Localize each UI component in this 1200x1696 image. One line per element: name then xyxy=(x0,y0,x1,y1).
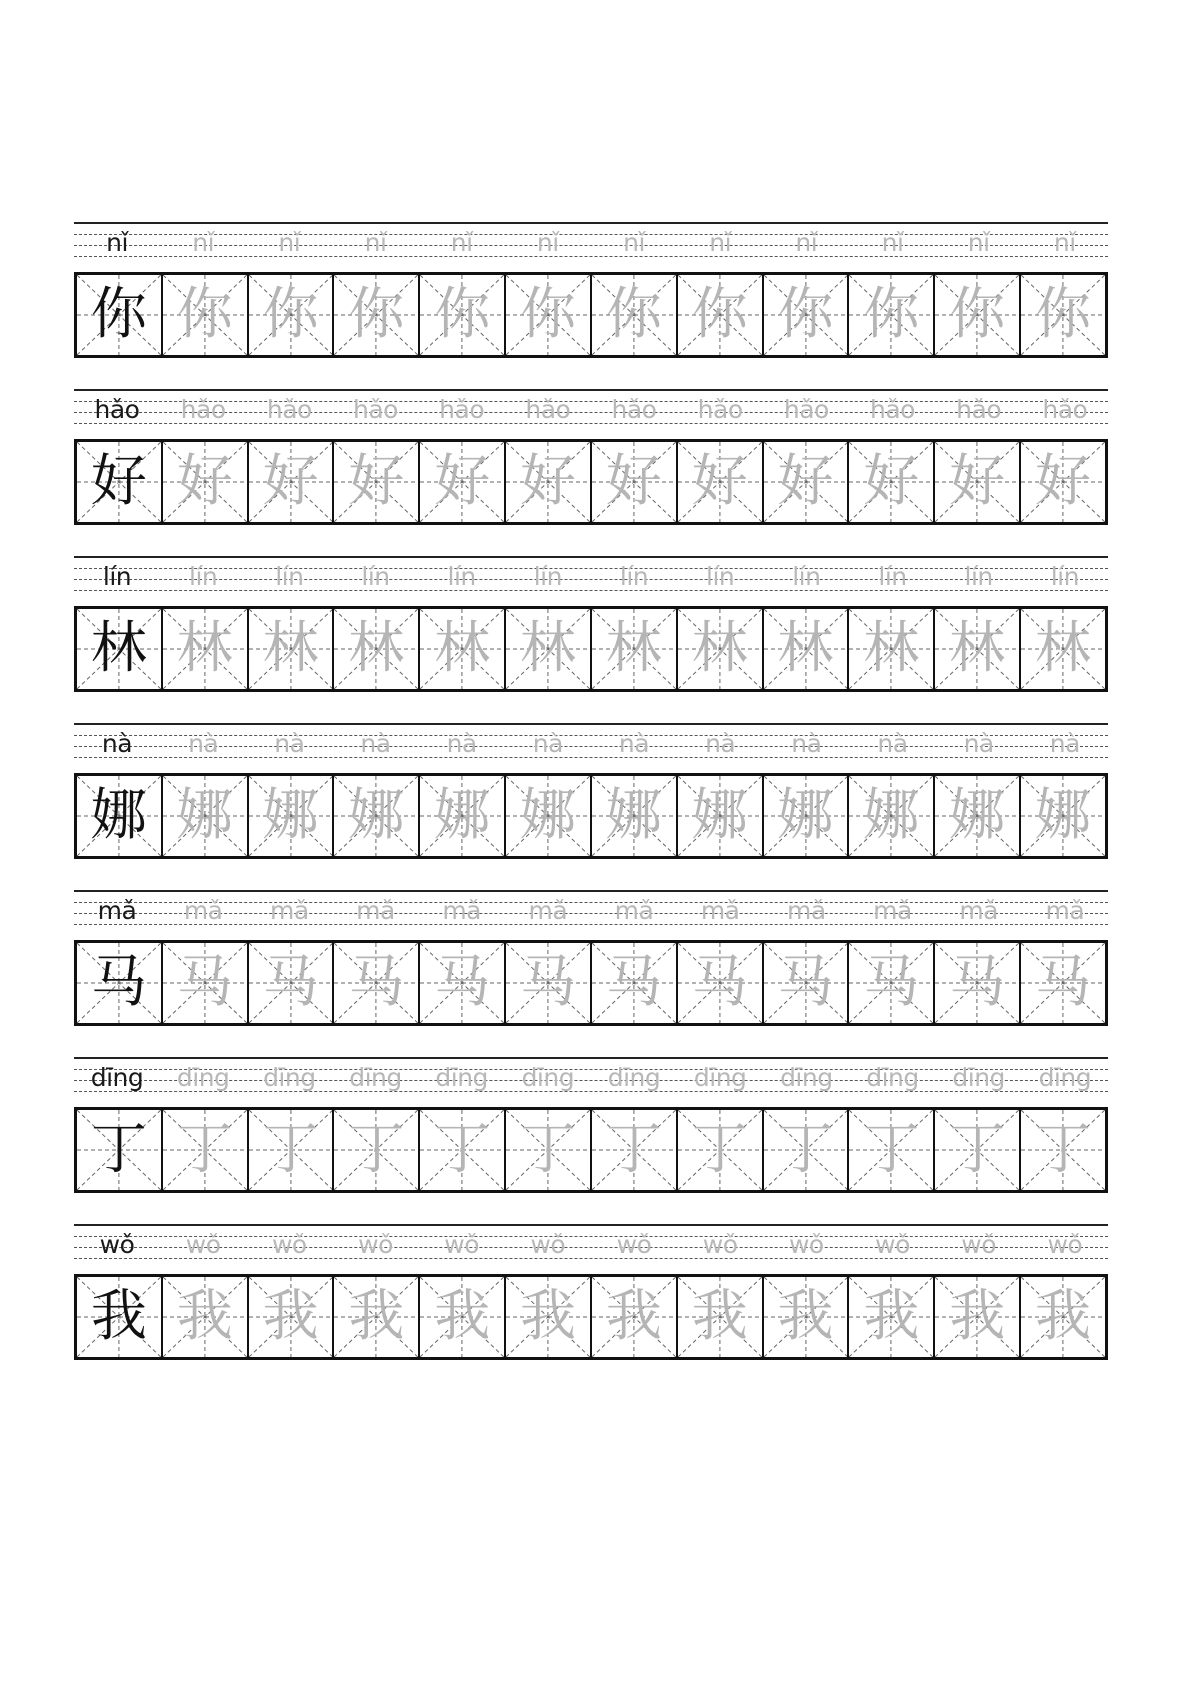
pinyin-trace: dīng xyxy=(693,1063,747,1092)
trace-character: 你 xyxy=(176,282,233,347)
pinyin-trace: nà xyxy=(705,729,736,758)
trace-character: 林 xyxy=(605,616,662,681)
pinyin-trace: wǒ xyxy=(788,1230,824,1259)
model-character: 我 xyxy=(90,1284,147,1349)
pinyin-trace: mǎ xyxy=(442,896,481,925)
trace-character: 我 xyxy=(348,1284,405,1349)
trace-cell xyxy=(161,943,247,1023)
trace-character: 你 xyxy=(605,282,662,347)
trace-character: 好 xyxy=(348,449,405,514)
trace-character: 我 xyxy=(949,1284,1006,1349)
trace-cell xyxy=(676,943,762,1023)
pinyin-trace: lín xyxy=(878,562,907,591)
pinyin-model: mǎ xyxy=(97,896,137,925)
trace-cell xyxy=(847,1110,933,1190)
pinyin-guide-band xyxy=(74,890,1108,925)
pinyin-trace: hǎo xyxy=(1042,395,1088,424)
trace-cell xyxy=(161,275,247,355)
trace-cell xyxy=(590,1110,676,1190)
trace-cell xyxy=(332,275,418,355)
trace-cell xyxy=(247,1110,333,1190)
trace-character: 你 xyxy=(520,282,577,347)
trace-cell xyxy=(1019,1277,1105,1357)
pinyin-trace: lín xyxy=(361,562,390,591)
pinyin-trace: mǎ xyxy=(786,896,826,925)
pinyin-trace: wǒ xyxy=(185,1230,221,1259)
trace-cell xyxy=(590,609,676,689)
practice-row xyxy=(74,556,1108,706)
trace-character: 娜 xyxy=(262,783,319,848)
pinyin-trace: hǎo xyxy=(611,395,657,424)
pinyin-trace: dīng xyxy=(952,1063,1005,1092)
pinyin-model: nà xyxy=(101,729,133,758)
character-grid xyxy=(74,272,1108,358)
trace-cell xyxy=(676,275,762,355)
trace-character: 林 xyxy=(520,616,577,681)
trace-cell xyxy=(504,1277,590,1357)
trace-cell xyxy=(933,943,1019,1023)
trace-character: 林 xyxy=(777,616,834,681)
trace-character: 我 xyxy=(1035,1284,1092,1349)
trace-cell xyxy=(247,776,333,856)
trace-cell xyxy=(504,609,590,689)
trace-cell xyxy=(590,275,676,355)
trace-cell xyxy=(161,776,247,856)
trace-character: 我 xyxy=(176,1284,233,1349)
pinyin-trace: dīng xyxy=(176,1063,230,1092)
pinyin-trace: lín xyxy=(792,562,821,591)
trace-character: 马 xyxy=(691,950,748,1015)
trace-cell xyxy=(676,776,762,856)
trace-character: 马 xyxy=(1035,950,1092,1015)
trace-character: 马 xyxy=(777,950,834,1015)
practice-row xyxy=(74,1057,1108,1207)
trace-character: 林 xyxy=(863,616,920,681)
trace-cell xyxy=(1019,776,1105,856)
trace-character: 林 xyxy=(691,616,748,681)
trace-character: 丁 xyxy=(863,1117,920,1182)
trace-character: 我 xyxy=(863,1284,920,1349)
trace-cell xyxy=(418,1277,504,1357)
trace-character: 丁 xyxy=(1035,1117,1092,1182)
trace-cell xyxy=(1019,609,1105,689)
trace-cell xyxy=(847,442,933,522)
trace-cell xyxy=(418,943,504,1023)
trace-cell xyxy=(418,1110,504,1190)
pinyin-trace: mǎ xyxy=(614,896,654,925)
trace-cell xyxy=(676,442,762,522)
trace-character: 娜 xyxy=(434,783,491,848)
pinyin-trace: nà xyxy=(360,729,391,758)
trace-character: 好 xyxy=(1035,449,1092,514)
pinyin-trace: nà xyxy=(532,729,563,758)
pinyin-trace: nà xyxy=(791,729,822,758)
trace-cell xyxy=(676,1110,762,1190)
trace-character: 我 xyxy=(605,1284,662,1349)
pinyin-guide-band xyxy=(74,556,1108,591)
trace-character: 你 xyxy=(691,282,748,347)
trace-cell xyxy=(933,275,1019,355)
trace-cell xyxy=(847,1277,933,1357)
practice-row xyxy=(74,723,1108,873)
pinyin-trace: wǒ xyxy=(444,1230,480,1259)
pinyin-trace: lín xyxy=(275,562,304,591)
pinyin-trace: nǐ xyxy=(1053,228,1076,257)
trace-cell xyxy=(590,442,676,522)
trace-cell xyxy=(418,275,504,355)
trace-character: 丁 xyxy=(777,1117,834,1182)
trace-character: 好 xyxy=(691,449,748,514)
pinyin-trace: wǒ xyxy=(875,1230,910,1259)
trace-cell xyxy=(332,442,418,522)
trace-cell xyxy=(762,776,848,856)
pinyin-trace: dīng xyxy=(1038,1063,1092,1092)
pinyin-trace: hǎo xyxy=(266,395,312,424)
pinyin-trace: lín xyxy=(447,562,476,591)
character-grid xyxy=(74,940,1108,1026)
trace-character: 我 xyxy=(262,1284,319,1349)
pinyin-trace: hǎo xyxy=(439,395,485,424)
model-cell xyxy=(77,1277,161,1357)
trace-cell xyxy=(247,1277,333,1357)
trace-character: 好 xyxy=(777,449,834,514)
trace-character: 马 xyxy=(348,950,405,1015)
character-grid xyxy=(74,773,1108,859)
trace-character: 我 xyxy=(691,1284,748,1349)
practice-row xyxy=(74,389,1108,539)
trace-character: 你 xyxy=(434,282,491,347)
pinyin-trace: nǐ xyxy=(536,228,559,257)
trace-character: 林 xyxy=(262,616,319,681)
trace-cell xyxy=(762,1277,848,1357)
pinyin-trace: lín xyxy=(706,562,735,591)
pinyin-trace: nà xyxy=(877,729,908,758)
trace-character: 我 xyxy=(777,1284,834,1349)
practice-row xyxy=(74,222,1108,372)
model-cell xyxy=(77,609,161,689)
trace-cell xyxy=(1019,943,1105,1023)
trace-cell xyxy=(418,776,504,856)
trace-cell xyxy=(332,943,418,1023)
pinyin-trace: dīng xyxy=(607,1063,661,1092)
trace-character: 丁 xyxy=(176,1117,233,1182)
pinyin-trace: mǎ xyxy=(269,896,309,925)
trace-cell xyxy=(847,275,933,355)
trace-character: 你 xyxy=(949,282,1006,347)
trace-character: 你 xyxy=(348,282,405,347)
pinyin-guide-band xyxy=(74,222,1108,257)
model-character: 好 xyxy=(90,449,147,514)
trace-character: 我 xyxy=(520,1284,577,1349)
trace-cell xyxy=(1019,1110,1105,1190)
trace-character: 娜 xyxy=(348,783,405,848)
trace-cell xyxy=(676,1277,762,1357)
trace-character: 你 xyxy=(1035,282,1092,347)
trace-cell xyxy=(590,943,676,1023)
trace-character: 马 xyxy=(176,950,233,1015)
trace-character: 马 xyxy=(605,950,662,1015)
pinyin-trace: nǐ xyxy=(364,228,387,257)
trace-cell xyxy=(676,609,762,689)
trace-cell xyxy=(933,1277,1019,1357)
pinyin-trace: wǒ xyxy=(961,1230,997,1259)
pinyin-model: wǒ xyxy=(99,1230,135,1259)
pinyin-guide-band xyxy=(74,1057,1108,1092)
trace-character: 丁 xyxy=(262,1117,319,1182)
model-character: 林 xyxy=(90,616,147,681)
model-cell xyxy=(77,275,161,355)
trace-cell xyxy=(418,609,504,689)
practice-row xyxy=(74,1224,1108,1374)
trace-cell xyxy=(418,442,504,522)
trace-character: 娜 xyxy=(176,783,233,848)
pinyin-trace: dīng xyxy=(780,1063,833,1092)
pinyin-trace: nǐ xyxy=(709,228,732,257)
pinyin-trace: nà xyxy=(1049,729,1080,758)
pinyin-trace: nà xyxy=(188,729,219,758)
model-character: 马 xyxy=(90,950,147,1015)
trace-cell xyxy=(504,943,590,1023)
pinyin-trace: dīng xyxy=(349,1063,402,1092)
pinyin-trace: hǎo xyxy=(783,395,829,424)
pinyin-trace: wǒ xyxy=(271,1230,307,1259)
trace-cell xyxy=(161,609,247,689)
pinyin-trace: wǒ xyxy=(616,1230,652,1259)
pinyin-trace: wǒ xyxy=(702,1230,738,1259)
trace-cell xyxy=(504,776,590,856)
pinyin-trace: hǎo xyxy=(180,395,226,424)
trace-character: 好 xyxy=(863,449,920,514)
trace-character: 娜 xyxy=(691,783,748,848)
pinyin-trace: nǐ xyxy=(623,228,645,257)
pinyin-trace: mǎ xyxy=(1045,896,1085,925)
pinyin-trace: hǎo xyxy=(353,395,398,424)
trace-cell xyxy=(847,776,933,856)
trace-cell xyxy=(762,1110,848,1190)
trace-character: 好 xyxy=(520,449,577,514)
trace-character: 马 xyxy=(863,950,920,1015)
pinyin-trace: hǎo xyxy=(525,395,571,424)
trace-character: 林 xyxy=(1035,616,1092,681)
trace-character: 我 xyxy=(434,1284,491,1349)
trace-cell xyxy=(1019,275,1105,355)
pinyin-trace: mǎ xyxy=(700,896,740,925)
pinyin-trace: lín xyxy=(619,562,649,591)
trace-cell xyxy=(332,609,418,689)
pinyin-model: hǎo xyxy=(94,395,140,424)
trace-character: 丁 xyxy=(348,1117,405,1182)
trace-character: 林 xyxy=(348,616,405,681)
trace-cell xyxy=(933,776,1019,856)
pinyin-trace: hǎo xyxy=(697,395,743,424)
character-grid xyxy=(74,439,1108,525)
trace-cell xyxy=(847,609,933,689)
pinyin-trace: lín xyxy=(189,562,218,591)
pinyin-trace: nà xyxy=(274,729,305,758)
trace-character: 娜 xyxy=(777,783,834,848)
trace-character: 林 xyxy=(949,616,1006,681)
trace-character: 林 xyxy=(434,616,491,681)
model-character: 丁 xyxy=(90,1117,147,1182)
trace-character: 你 xyxy=(777,282,834,347)
trace-cell xyxy=(247,275,333,355)
pinyin-trace: nǐ xyxy=(881,228,904,257)
trace-character: 马 xyxy=(434,950,491,1015)
pinyin-trace: hǎo xyxy=(870,395,915,424)
pinyin-trace: nà xyxy=(446,729,477,758)
model-cell xyxy=(77,1110,161,1190)
trace-character: 马 xyxy=(949,950,1006,1015)
character-grid xyxy=(74,1274,1108,1360)
trace-character: 娜 xyxy=(1035,783,1092,848)
trace-cell xyxy=(332,776,418,856)
trace-cell xyxy=(247,442,333,522)
pinyin-trace: mǎ xyxy=(959,896,998,925)
trace-cell xyxy=(161,1277,247,1357)
trace-character: 娜 xyxy=(605,783,662,848)
pinyin-model: dīng xyxy=(90,1063,144,1092)
trace-character: 马 xyxy=(262,950,319,1015)
trace-cell xyxy=(332,1277,418,1357)
trace-character: 你 xyxy=(863,282,920,347)
pinyin-trace: hǎo xyxy=(956,395,1002,424)
trace-character: 丁 xyxy=(520,1117,577,1182)
trace-character: 丁 xyxy=(605,1117,662,1182)
pinyin-trace: dīng xyxy=(521,1063,575,1092)
pinyin-trace: wǒ xyxy=(1047,1230,1083,1259)
pinyin-trace: nà xyxy=(618,729,650,758)
pinyin-trace: mǎ xyxy=(356,896,395,925)
pinyin-trace: lín xyxy=(533,562,562,591)
trace-cell xyxy=(933,609,1019,689)
trace-character: 好 xyxy=(605,449,662,514)
pinyin-trace: dīng xyxy=(263,1063,316,1092)
trace-character: 丁 xyxy=(434,1117,491,1182)
trace-character: 你 xyxy=(262,282,319,347)
pinyin-trace: lín xyxy=(964,562,993,591)
pinyin-trace: mǎ xyxy=(873,896,912,925)
trace-cell xyxy=(762,442,848,522)
trace-character: 丁 xyxy=(949,1117,1006,1182)
model-character: 娜 xyxy=(90,783,147,848)
pinyin-guide-band xyxy=(74,389,1108,424)
pinyin-model: lín xyxy=(102,562,132,591)
pinyin-guide-band xyxy=(74,723,1108,758)
trace-character: 娜 xyxy=(863,783,920,848)
practice-row xyxy=(74,890,1108,1040)
character-grid xyxy=(74,606,1108,692)
trace-cell xyxy=(1019,442,1105,522)
trace-character: 娜 xyxy=(520,783,577,848)
pinyin-model: nǐ xyxy=(106,228,128,257)
model-cell xyxy=(77,943,161,1023)
pinyin-trace: nǐ xyxy=(278,228,301,257)
model-character: 你 xyxy=(90,282,147,347)
trace-cell xyxy=(590,1277,676,1357)
trace-cell xyxy=(590,776,676,856)
trace-character: 好 xyxy=(949,449,1006,514)
trace-cell xyxy=(247,943,333,1023)
trace-cell xyxy=(762,609,848,689)
trace-character: 好 xyxy=(262,449,319,514)
trace-character: 娜 xyxy=(949,783,1006,848)
trace-cell xyxy=(847,943,933,1023)
pinyin-trace: nǐ xyxy=(795,228,818,257)
model-cell xyxy=(77,776,161,856)
trace-cell xyxy=(762,275,848,355)
trace-cell xyxy=(504,442,590,522)
pinyin-trace: nǐ xyxy=(450,228,473,257)
trace-cell xyxy=(762,943,848,1023)
trace-character: 好 xyxy=(434,449,491,514)
trace-cell xyxy=(504,275,590,355)
pinyin-trace: lín xyxy=(1050,562,1079,591)
trace-cell xyxy=(933,1110,1019,1190)
trace-cell xyxy=(332,1110,418,1190)
model-cell xyxy=(77,442,161,522)
pinyin-trace: nǐ xyxy=(192,228,215,257)
pinyin-trace: dīng xyxy=(866,1063,919,1092)
trace-character: 马 xyxy=(520,950,577,1015)
pinyin-trace: mǎ xyxy=(528,896,568,925)
pinyin-trace: wǒ xyxy=(530,1230,566,1259)
pinyin-guide-band xyxy=(74,1224,1108,1259)
pinyin-trace: wǒ xyxy=(358,1230,393,1259)
pinyin-trace: mǎ xyxy=(183,896,223,925)
trace-cell xyxy=(161,1110,247,1190)
trace-cell xyxy=(161,442,247,522)
trace-cell xyxy=(933,442,1019,522)
pinyin-trace: nǐ xyxy=(967,228,990,257)
trace-cell xyxy=(504,1110,590,1190)
trace-cell xyxy=(247,609,333,689)
trace-character: 好 xyxy=(176,449,233,514)
pinyin-trace: nà xyxy=(963,729,994,758)
trace-character: 丁 xyxy=(691,1117,748,1182)
trace-character: 林 xyxy=(176,616,233,681)
character-grid xyxy=(74,1107,1108,1193)
pinyin-trace: dīng xyxy=(435,1063,488,1092)
